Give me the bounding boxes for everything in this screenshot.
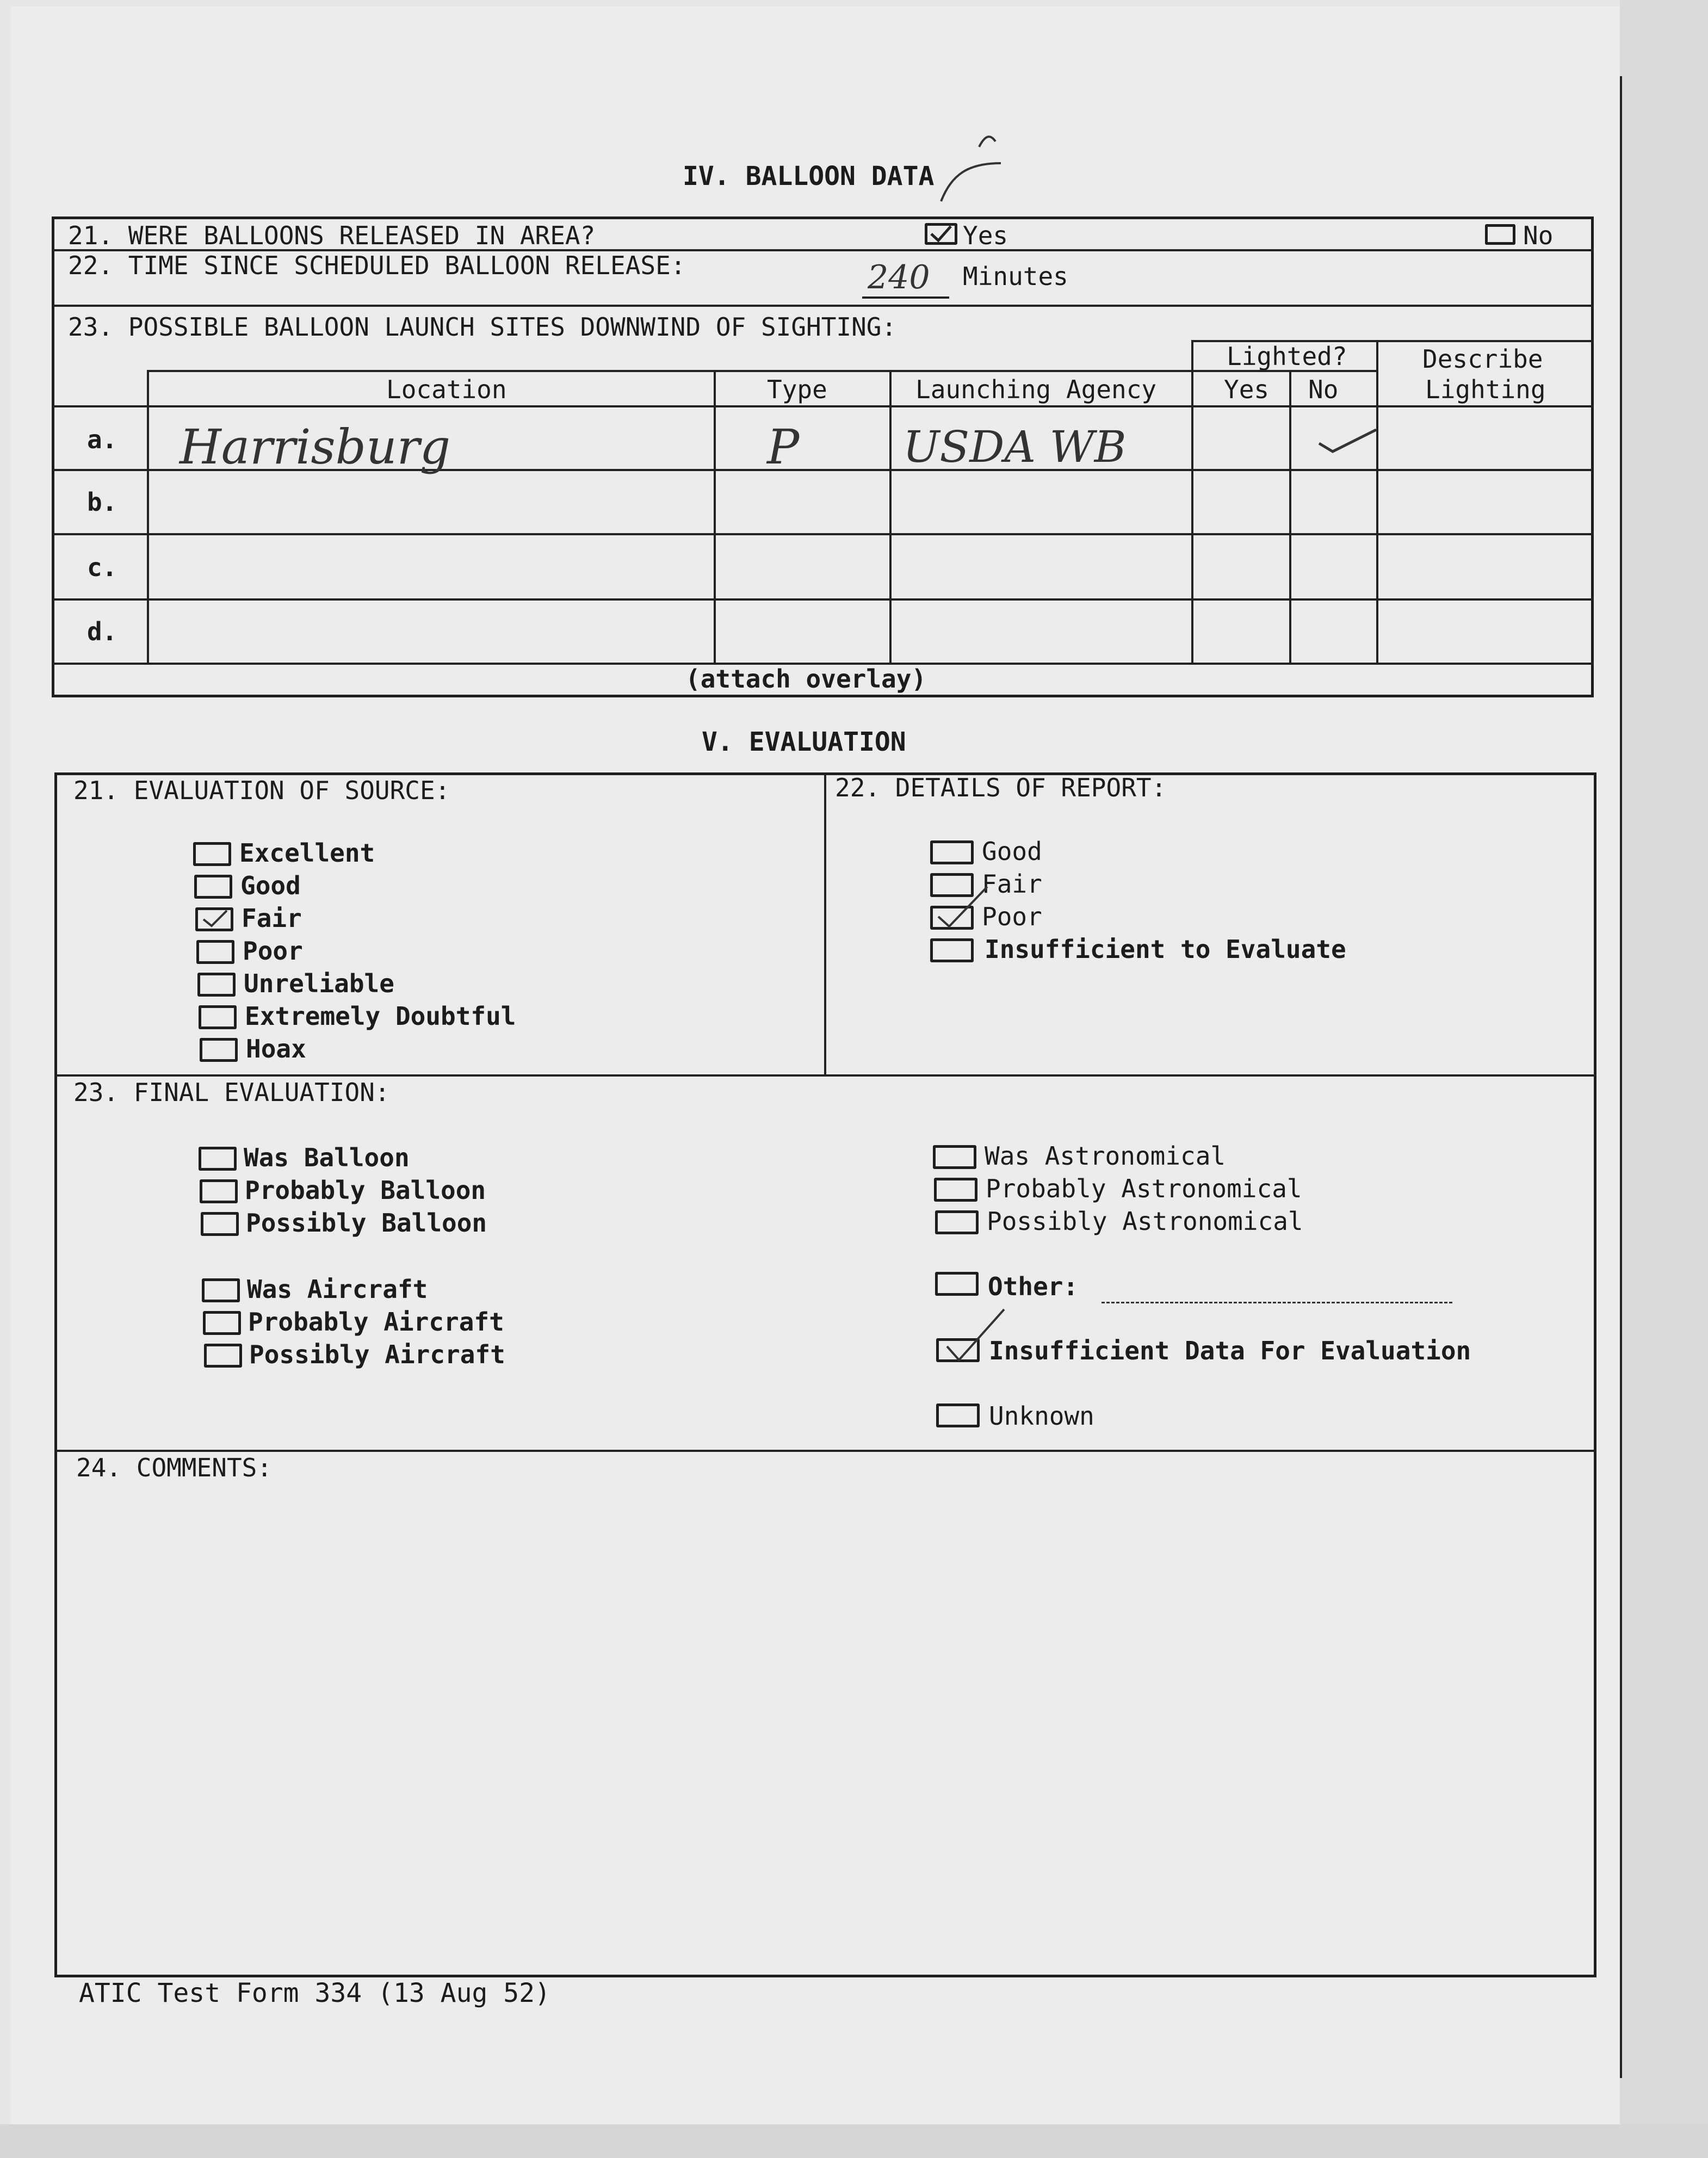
- scan-bottom-edge: [0, 2124, 1708, 2158]
- source-option-poor: Poor: [243, 936, 303, 966]
- q22-value: 240: [868, 258, 930, 296]
- final-checkbox-probably-astronomical[interactable]: [934, 1178, 977, 1202]
- details-checkbox-insufficient[interactable]: [930, 938, 974, 962]
- final-option-insufficient-data: Insufficient Data For Evaluation: [989, 1336, 1471, 1365]
- q22-unit: Minutes: [963, 262, 1068, 291]
- final-option-probably-astronomical: Probably Astronomical: [986, 1174, 1302, 1203]
- source-label: 21. EVALUATION OF SOURCE:: [73, 776, 450, 805]
- q22-underline: [862, 296, 949, 299]
- col-header-lighting: Lighting: [1425, 375, 1546, 404]
- final-option-unknown: Unknown: [989, 1401, 1094, 1431]
- row-key-b: b.: [87, 487, 117, 517]
- col-header-type: Type: [767, 375, 827, 404]
- details-option-good: Good: [982, 837, 1042, 866]
- final-option-possibly-astronomical: Possibly Astronomical: [987, 1207, 1303, 1236]
- col-header-agency: Launching Agency: [915, 375, 1157, 404]
- row-a-type: P: [767, 419, 800, 475]
- final-checkbox-other[interactable]: [935, 1272, 979, 1296]
- source-option-fair: Fair: [242, 904, 302, 933]
- q21-label: 21. WERE BALLOONS RELEASED IN AREA?: [68, 221, 596, 250]
- final-option-was-balloon: Was Balloon: [244, 1143, 410, 1172]
- final-option-other: Other:: [988, 1272, 1079, 1301]
- source-checkbox-excellent[interactable]: [193, 842, 231, 866]
- row-a-agency: USDA WB: [903, 422, 1127, 472]
- final-option-possibly-balloon: Possibly Balloon: [246, 1208, 487, 1238]
- source-checkbox-extremely-doubtful[interactable]: [199, 1005, 237, 1029]
- final-checkbox-was-balloon[interactable]: [199, 1147, 237, 1171]
- details-option-fair: Fair: [982, 869, 1042, 899]
- divider: [52, 305, 1594, 307]
- source-option-good: Good: [240, 871, 301, 900]
- comments-area[interactable]: [60, 1485, 1588, 1972]
- final-label: 23. FINAL EVALUATION:: [73, 1078, 390, 1107]
- source-option-excellent: Excellent: [239, 838, 375, 868]
- q22-label: 22. TIME SINCE SCHEDULED BALLOON RELEASE:: [68, 251, 686, 280]
- lighted-no-check-mark-icon: [1316, 422, 1382, 460]
- table-top-line: [147, 370, 1191, 372]
- source-checkbox-poor[interactable]: [196, 940, 234, 964]
- col-header-location: Location: [386, 375, 507, 404]
- divider: [54, 1450, 1596, 1452]
- col-line: [1289, 370, 1291, 663]
- details-label: 22. DETAILS OF REPORT:: [835, 773, 1167, 802]
- row-line: [52, 533, 1594, 535]
- q23-label: 23. POSSIBLE BALLOON LAUNCH SITES DOWNWIND OF SIGHTING:: [68, 312, 897, 342]
- comments-label: 24. COMMENTS:: [76, 1453, 273, 1482]
- row-key-c: c.: [87, 553, 117, 582]
- evaluation-column-divider: [824, 772, 826, 1074]
- col-line: [147, 370, 149, 663]
- q21-no-checkbox[interactable]: [1485, 224, 1515, 245]
- final-checkbox-possibly-balloon[interactable]: [201, 1212, 239, 1236]
- scan-edge: [1620, 0, 1708, 2158]
- check-mark-icon: [930, 879, 990, 927]
- q21-yes-label: Yes: [963, 221, 1008, 250]
- other-blank-line[interactable]: [1101, 1302, 1452, 1303]
- row-key-a: a.: [87, 425, 117, 454]
- section-heading-evaluation: V. EVALUATION: [702, 727, 906, 757]
- details-option-poor: Poor: [982, 902, 1042, 931]
- check-mark-icon: [195, 907, 233, 931]
- source-option-unreliable: Unreliable: [244, 969, 394, 998]
- col-line: [1191, 340, 1193, 663]
- final-checkbox-probably-aircraft[interactable]: [203, 1311, 241, 1335]
- source-option-extremely-doubtful: Extremely Doubtful: [245, 1001, 516, 1031]
- final-option-probably-balloon: Probably Balloon: [245, 1176, 486, 1205]
- q21-no-label: No: [1523, 221, 1554, 250]
- details-checkbox-good[interactable]: [930, 840, 974, 864]
- check-mark-icon: [925, 223, 957, 245]
- details-option-insufficient: Insufficient to Evaluate: [985, 935, 1346, 964]
- final-option-possibly-aircraft: Possibly Aircraft: [249, 1340, 505, 1369]
- table-header-line: [52, 405, 1594, 407]
- col-header-lighted-no: No: [1308, 375, 1339, 404]
- source-option-hoax: Hoax: [246, 1034, 306, 1063]
- source-checkbox-unreliable[interactable]: [197, 973, 236, 997]
- col-header-describe: Describe: [1422, 344, 1543, 374]
- attach-overlay-note: (attach overlay): [685, 664, 927, 694]
- final-checkbox-unknown[interactable]: [936, 1403, 980, 1427]
- final-checkbox-was-aircraft[interactable]: [202, 1278, 240, 1302]
- final-checkbox-was-astronomical[interactable]: [933, 1145, 976, 1169]
- col-header-lighted-yes: Yes: [1224, 375, 1270, 404]
- final-option-was-aircraft: Was Aircraft: [247, 1275, 428, 1304]
- final-option-probably-aircraft: Probably Aircraft: [248, 1307, 504, 1337]
- scan-edge-line: [1620, 76, 1622, 2078]
- section-heading-balloon-data: IV. BALLOON DATA: [683, 161, 935, 191]
- form-number: ATIC Test Form 334 (13 Aug 52): [79, 1978, 550, 2008]
- col-line: [714, 370, 716, 663]
- final-checkbox-possibly-astronomical[interactable]: [935, 1210, 979, 1234]
- final-checkbox-possibly-aircraft[interactable]: [204, 1344, 242, 1368]
- col-header-lighted: Lighted?: [1227, 342, 1347, 371]
- final-option-was-astronomical: Was Astronomical: [985, 1141, 1226, 1171]
- divider: [54, 1074, 1596, 1077]
- source-checkbox-good[interactable]: [194, 875, 232, 899]
- row-a-location: Harrisburg: [180, 419, 451, 475]
- row-key-d: d.: [87, 617, 117, 646]
- final-checkbox-probably-balloon[interactable]: [200, 1179, 238, 1203]
- row-line: [52, 598, 1594, 601]
- handwritten-mark: [936, 131, 1017, 207]
- source-checkbox-hoax[interactable]: [200, 1038, 238, 1062]
- col-line: [889, 370, 892, 663]
- col-line: [1376, 340, 1378, 663]
